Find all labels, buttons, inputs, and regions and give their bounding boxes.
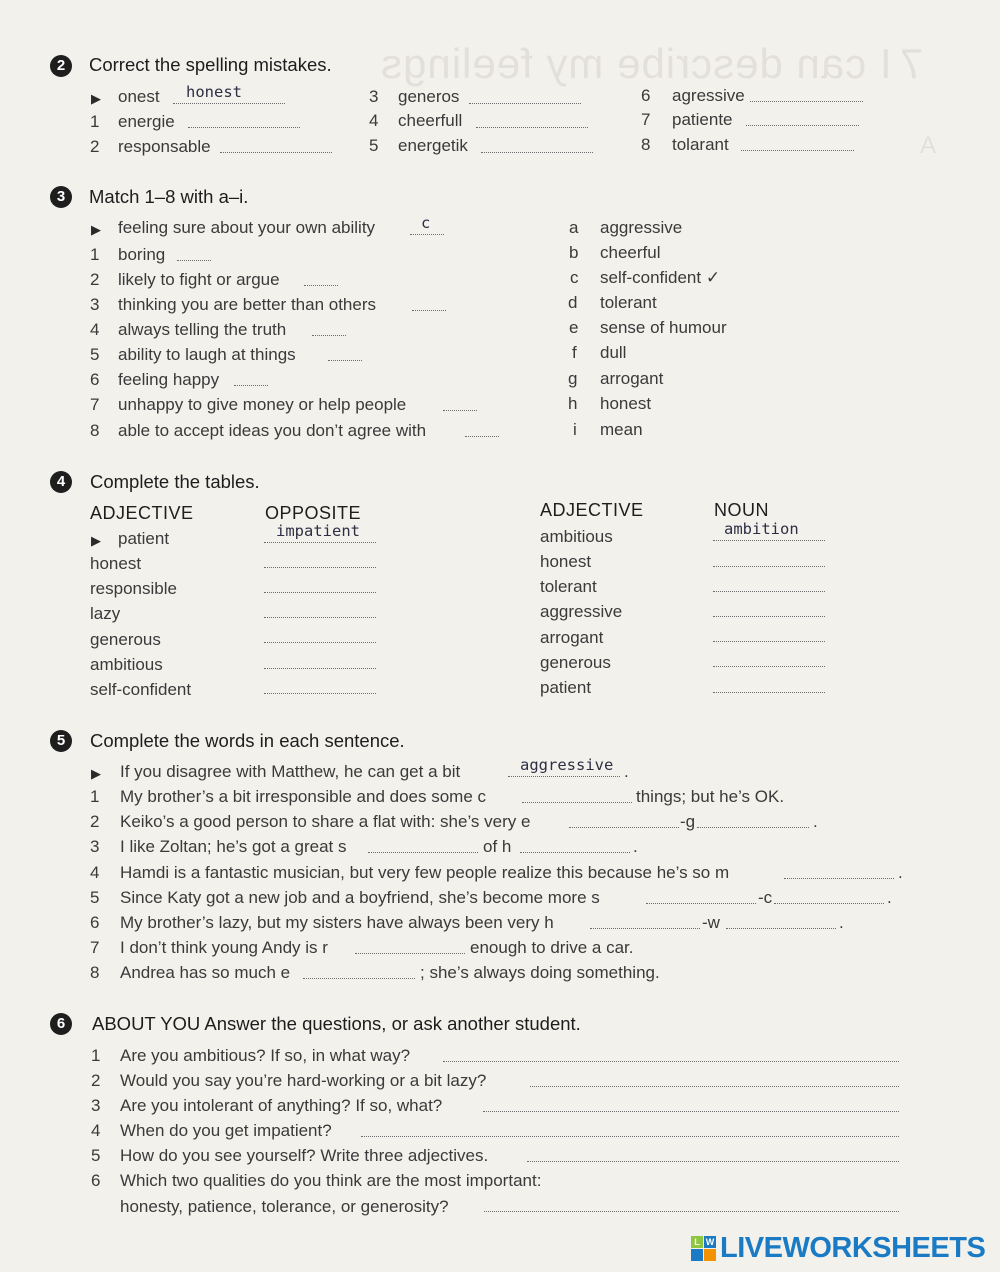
ex5-answer-line-3a[interactable] (368, 852, 478, 853)
ex6-question: Are you ambitious? If so, in what way? (120, 1046, 411, 1065)
ex5-sentence-text: Since Katy got a new job and a boyfriend, she’s become more s (120, 888, 600, 907)
ex2-word: energie (118, 112, 175, 131)
ex6-question: How do you see yourself? Write three adjectives. (120, 1146, 489, 1165)
ex5-answer-line-5b[interactable] (774, 903, 884, 904)
table1-col-adjective: ADJECTIVE (90, 503, 194, 523)
exercise-4-number: 4 (50, 471, 72, 493)
ex2-word: agressive (672, 86, 745, 105)
ex3-num: 5 (90, 345, 100, 364)
ex2-answer-line-3[interactable] (469, 103, 581, 104)
ex3-option: aggressive (600, 218, 683, 237)
ex5-sentence-text: . (813, 812, 818, 831)
ex6-num: 5 (91, 1146, 101, 1165)
ex5-num: 8 (90, 963, 100, 982)
ex3-answer-line-7[interactable] (443, 410, 477, 411)
table1-word: lazy (90, 604, 121, 623)
ex3-option: honest (600, 394, 652, 413)
ex5-num: 2 (90, 812, 100, 831)
table1-answer-line-4[interactable] (264, 642, 376, 643)
ex2-answer-line-2[interactable] (220, 152, 332, 153)
ex3-answer-line-5[interactable] (328, 360, 362, 361)
table1-col-opposite: OPPOSITE (265, 503, 362, 523)
ex6-answer-line-6[interactable] (484, 1211, 899, 1212)
ex6-question: Which two qualities do you think are the most important: (120, 1171, 542, 1190)
ex2-num: 6 (641, 86, 651, 105)
example-arrow-icon: ▶ (91, 222, 101, 237)
liveworksheets-logo-icon (691, 1236, 717, 1262)
table2-word: generous (540, 653, 611, 672)
ex3-num: 7 (90, 395, 100, 414)
table1-word: honest (90, 554, 142, 573)
show-through-heading: I can describe my feelings (380, 40, 892, 87)
table1-word: self-confident (90, 680, 192, 699)
ex5-answer-line-1[interactable] (522, 802, 632, 803)
ex3-option: mean (600, 420, 643, 439)
ex5-answer-line-3b[interactable] (520, 852, 630, 853)
table1-answer-line-example (264, 542, 376, 543)
table1-answer-example: impatient (276, 522, 360, 540)
ex6-num: 3 (91, 1096, 101, 1115)
ex3-num: 3 (90, 295, 100, 314)
ex3-answer-line-3[interactable] (412, 310, 446, 311)
ex3-item: likely to fight or argue (118, 270, 280, 289)
ex5-sentence-text: My brother’s a bit irresponsible and does some c (120, 787, 486, 806)
ex5-num: 1 (90, 787, 100, 806)
exercise-3-number: 3 (50, 186, 72, 208)
ex5-answer-example: aggressive (520, 756, 614, 774)
exercise-6-number: 6 (50, 1013, 72, 1035)
ex2-word: energetik (398, 136, 468, 155)
ex3-answer-line-1[interactable] (177, 260, 211, 261)
ex6-num: 4 (91, 1121, 101, 1140)
table1-answer-line-1[interactable] (264, 567, 376, 568)
ex3-option-letter: f (572, 343, 577, 362)
exercise-5-number: 5 (50, 730, 72, 752)
ex2-num: 3 (369, 87, 379, 106)
ex5-sentence-text: of h (483, 837, 512, 856)
ex5-sentence-text: . (898, 863, 903, 882)
ex2-num: 7 (641, 110, 651, 129)
ex3-option: arrogant (600, 369, 664, 388)
ex3-item: able to accept ideas you don’t agree with (118, 421, 427, 440)
table2-col-adjective: ADJECTIVE (540, 500, 644, 520)
ex6-answer-line-4[interactable] (361, 1136, 899, 1137)
ex5-num: 7 (90, 938, 100, 957)
ex2-word: generos (398, 87, 460, 106)
ex5-sentence-text: ; she’s always doing something. (420, 963, 660, 982)
ex3-option-letter: d (568, 293, 578, 312)
ex2-answer-line-8[interactable] (741, 150, 854, 151)
ex5-sentence-text: . (887, 888, 892, 907)
ex2-num: 8 (641, 135, 651, 154)
ex3-option-letter: h (568, 394, 578, 413)
table1-word: generous (90, 630, 161, 649)
ex5-num: 5 (90, 888, 100, 907)
ex3-option-letter: b (569, 243, 579, 262)
ex2-word: cheerfull (398, 111, 463, 130)
show-through-letter: A (920, 132, 938, 159)
table2-word: tolerant (540, 577, 597, 596)
ex3-option: self-confident ✓ (600, 268, 721, 287)
table2-answer-line-6[interactable] (713, 692, 825, 693)
ex2-answer-example: honest (186, 83, 242, 101)
table1-answer-line-3[interactable] (264, 617, 376, 618)
ex5-sentence-text: enough to drive a car. (470, 938, 634, 957)
table1-word: responsible (90, 579, 177, 598)
ex2-num: 5 (369, 136, 379, 155)
ex6-answer-line-5[interactable] (527, 1161, 899, 1162)
ex2-answer-line-7[interactable] (746, 125, 859, 126)
ex2-answer-line-example (173, 103, 285, 104)
ex3-answer-example: c (421, 214, 431, 232)
ex5-answer-line-6b[interactable] (726, 928, 836, 929)
table2-answer-example: ambition (724, 520, 799, 538)
table2-answer-line-2[interactable] (713, 591, 825, 592)
table2-answer-line-4[interactable] (713, 641, 825, 642)
ex3-option-letter: e (569, 318, 579, 337)
ex3-num: 2 (90, 270, 100, 289)
ex2-num: 1 (90, 112, 100, 131)
ex3-answer-line-2[interactable] (304, 285, 338, 286)
table2-answer-line-1[interactable] (713, 566, 825, 567)
ex5-example-text: If you disagree with Matthew, he can get a bit (120, 762, 461, 781)
ex5-sentence-text: -w (702, 913, 720, 932)
ex5-num: 4 (90, 863, 100, 882)
ex3-item: thinking you are better than others (118, 295, 376, 314)
ex5-sentence-text: Keiko’s a good person to share a flat with: she’s very e (120, 812, 531, 831)
exercise-2-number: 2 (50, 55, 72, 77)
table1-answer-line-5[interactable] (264, 668, 376, 669)
ex3-item: unhappy to give money or help people (118, 395, 407, 414)
ex3-num: 6 (90, 370, 100, 389)
ex2-answer-line-1[interactable] (188, 127, 300, 128)
ex2-answer-line-4[interactable] (476, 127, 588, 128)
ex3-option: tolerant (600, 293, 657, 312)
table1-answer-line-2[interactable] (264, 592, 376, 593)
ex3-option: cheerful (600, 243, 661, 262)
ex5-answer-line-5a[interactable] (646, 903, 756, 904)
ex5-sentence-text: My brother’s lazy, but my sisters have always been very h (120, 913, 554, 932)
ex3-answer-line-4[interactable] (312, 335, 346, 336)
ex5-answer-line-8[interactable] (303, 978, 415, 979)
ex3-answer-line-6[interactable] (234, 385, 268, 386)
ex5-sentence-text: -g (680, 812, 696, 831)
ex2-answer-line-5[interactable] (481, 152, 593, 153)
table1-word: patient (118, 529, 170, 548)
ex3-item: feeling happy (118, 370, 220, 389)
table2-answer-line-example (713, 540, 825, 541)
ex5-sentence-text: -c (758, 888, 773, 907)
ex5-sentence-text: Hamdi is a fantastic musician, but very few people realize this because he’s so m (120, 863, 730, 882)
ex3-answer-line-example (410, 234, 444, 235)
ex6-num: 6 (91, 1171, 101, 1190)
table1-word: ambitious (90, 655, 163, 674)
ex5-sentence-text: . (839, 913, 844, 932)
table2-word: arrogant (540, 628, 604, 647)
exercise-5-title: Complete the words in each sentence. (90, 730, 405, 751)
ex5-example-end: . (624, 762, 629, 781)
ex6-num: 2 (91, 1071, 101, 1090)
ex6-question-continued: honesty, patience, tolerance, or generosity? (120, 1197, 449, 1216)
ex3-item: feeling sure about your own ability (118, 218, 376, 237)
exercise-4-title: Complete the tables. (90, 471, 260, 492)
logo-icon-letter: L (691, 1236, 703, 1248)
ex3-option-letter: g (568, 369, 578, 388)
ex5-sentence-text: I like Zoltan; he’s got a great s (120, 837, 347, 856)
table2-word: aggressive (540, 602, 623, 621)
ex5-num: 6 (90, 913, 100, 932)
table1-answer-line-6[interactable] (264, 693, 376, 694)
exercise-2-title: Correct the spelling mistakes. (89, 54, 332, 75)
ex3-num: 8 (90, 421, 100, 440)
table2-answer-line-5[interactable] (713, 666, 825, 667)
ex5-answer-line-7[interactable] (355, 953, 465, 954)
ex3-item: ability to laugh at things (118, 345, 296, 364)
ex3-option: sense of humour (600, 318, 727, 337)
ex5-answer-line-2b[interactable] (697, 827, 809, 828)
ex3-option-letter: i (573, 420, 577, 439)
table2-word: honest (540, 552, 592, 571)
ex2-word: tolarant (672, 135, 729, 154)
ex5-num: 3 (90, 837, 100, 856)
ex3-num: 1 (90, 245, 100, 264)
ex5-answer-line-example (508, 776, 620, 777)
show-through-number: 7 (900, 40, 924, 87)
ex3-option-letter: c (570, 268, 579, 287)
ex3-item: boring (118, 245, 166, 264)
ex3-option: dull (600, 343, 627, 362)
exercise-6-title: ABOUT YOU Answer the questions, or ask another student. (92, 1013, 581, 1034)
ex3-num: 4 (90, 320, 100, 339)
ex6-num: 1 (91, 1046, 101, 1065)
ex2-num: 2 (90, 137, 100, 156)
ex3-answer-line-8[interactable] (465, 436, 499, 437)
ex6-question: Are you intolerant of anything? If so, what? (120, 1096, 443, 1115)
ex5-sentence-text: . (633, 837, 638, 856)
table2-col-noun: NOUN (714, 500, 769, 520)
ex3-item: always telling the truth (118, 320, 287, 339)
ex3-option-letter: a (569, 218, 579, 237)
ex6-question: When do you get impatient? (120, 1121, 332, 1140)
ex5-sentence-text: things; but he’s OK. (636, 787, 785, 806)
ex2-word: patiente (672, 110, 733, 129)
liveworksheets-logo-text: LIVEWORKSHEETS (720, 1232, 986, 1264)
ex2-word: responsable (118, 137, 211, 156)
table2-word: ambitious (540, 527, 613, 546)
ex2-word: onest (118, 87, 160, 106)
ex6-question: Would you say you’re hard-working or a bit lazy? (120, 1071, 487, 1090)
ex5-answer-line-6a[interactable] (590, 928, 700, 929)
ex6-answer-line-2[interactable] (530, 1086, 899, 1087)
example-arrow-icon: ▶ (91, 533, 101, 548)
ex5-sentence-text: I don’t think young Andy is r (120, 938, 328, 957)
ex5-answer-line-2a[interactable] (569, 827, 679, 828)
ex5-sentence-text: Andrea has so much e (120, 963, 291, 982)
ex6-answer-line-3[interactable] (483, 1111, 899, 1112)
logo-icon-letter: W (705, 1237, 715, 1247)
exercise-3-title: Match 1–8 with a–i. (89, 186, 249, 207)
table2-answer-line-3[interactable] (713, 616, 825, 617)
ex6-answer-line-1[interactable] (443, 1061, 899, 1062)
ex2-answer-line-6[interactable] (750, 101, 863, 102)
ex2-num: 4 (369, 111, 379, 130)
example-arrow-icon: ▶ (91, 766, 101, 781)
example-arrow-icon: ▶ (91, 91, 101, 106)
ex5-answer-line-4[interactable] (784, 878, 894, 879)
table2-word: patient (540, 678, 592, 697)
